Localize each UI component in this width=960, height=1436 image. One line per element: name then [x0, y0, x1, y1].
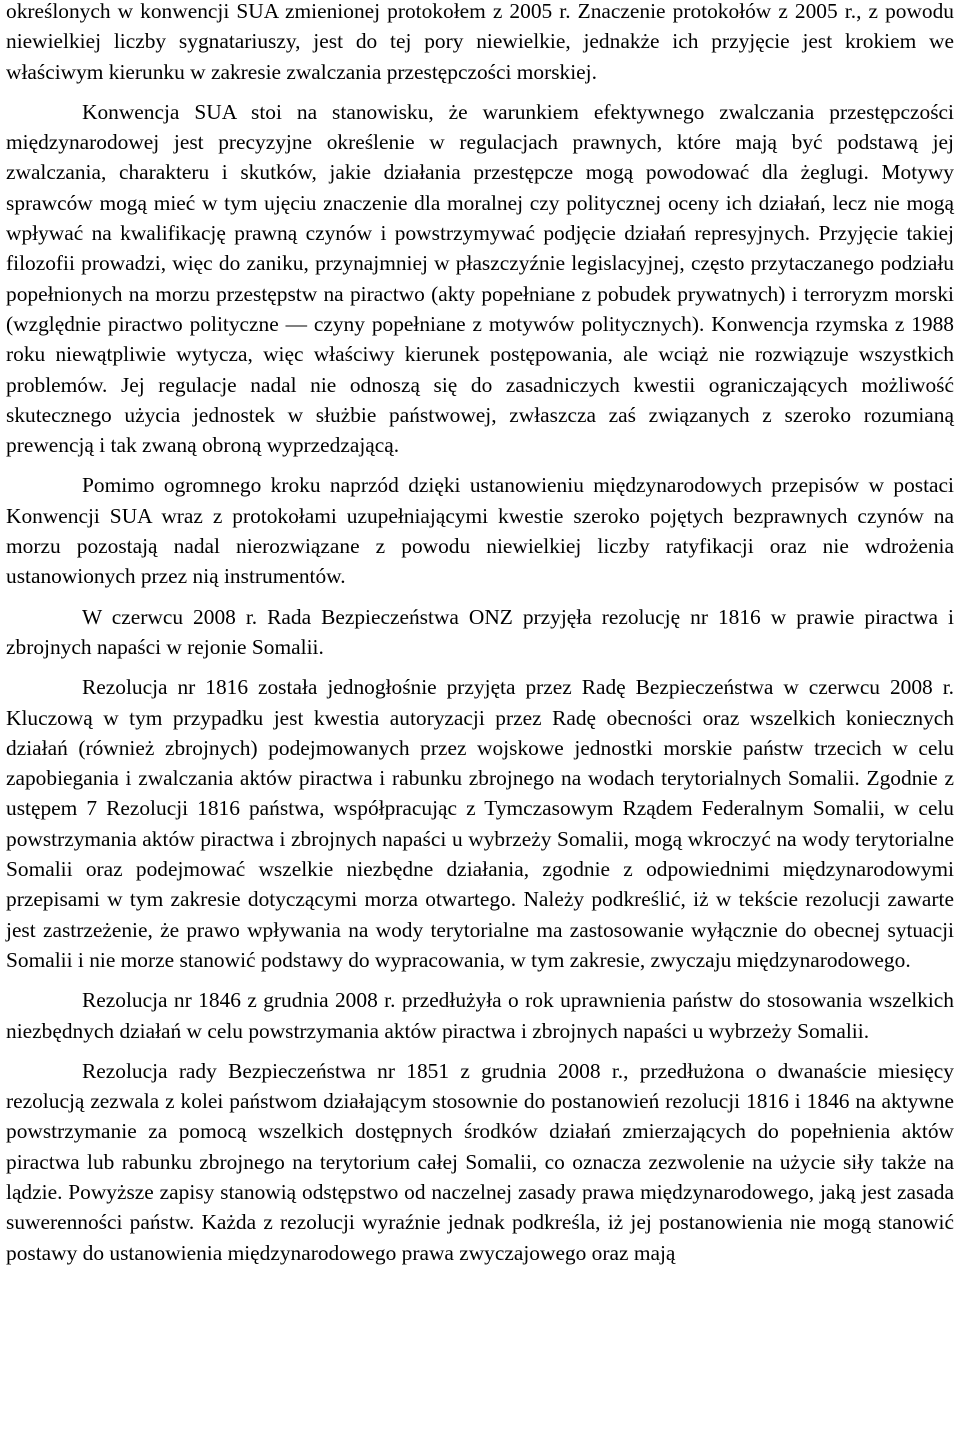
paragraph-resolution-1851: Rezolucja rady Bezpieczeństwa nr 1851 z grudnia 2008 r., przedłużona o dwanaście miesięcy rezolucją zezwala z kolei państwom działającym stosownie do postanowień rezolucji 1816 i 1846 na aktywne powstrzymanie za pomocą wszelkich dostępnych środków działań zmierzających do popełnienia aktów piractwa lub rabunku zbrojnego na terytorium całej Somalii, co oznacza zezwolenie na użycie siły także na lądzie. Powyższe zapisy stanowią odstępstwo od naczelnej zasady prawa międzynarodowego, jaką jest zasada suwerenności państw. Każda z rezolucji wyraźnie jednak podkreśla, iż jej postanowienia nie mogą stanowić postawy do ustanowienia międzynarodowego prawa zwyczajowego oraz mają [6, 1058, 954, 1265]
paragraph-resolution-1846: Rezolucja nr 1846 z grudnia 2008 r. przedłużyła o rok uprawnienia państw do stosowania wszelkich niezbędnych działań w celu powstrzymania aktów piractwa i zbrojnych napaści u wybrzeży Somalii. [6, 988, 954, 1043]
paragraph-continuation: określonych w konwencji SUA zmienionej protokołem z 2005 r. Znaczenie protokołów z 2005 r., z powodu niewielkiej liczby sygnatariuszy, jest do tej pory niewielkie, jednakże ich przyjęcie jest krokiem we właściwym kierunku w zakresie zwalczania przestępczości morskiej. [6, 0, 954, 84]
paragraph-sua-convention: Konwencja SUA stoi na stanowisku, że warunkiem efektywnego zwalczania przestępczości międzynarodowej jest precyzyjne określenie w regulacjach prawnych, które mają być podstawą jej zwalczania, charakteru i skutków, jakie działania przestępcze mogą powodować dla żeglugi. Motywy sprawców mogą mieć w tym ujęciu znaczenie dla moralnej czy politycznej oceny ich działań, lecz nie mogą wpływać na kwalifikację prawną czynów i powstrzymywać podjęcie działań represyjnych. Przyjęcie takiej filozofii prowadzi, więc do zaniku, przynajmniej w płaszczyźnie legislacyjnej, często przytaczanego podziału popełnionych na morzu przestępstw na piractwo (akty popełniane z pobudek prywatnych) i terroryzm morski (względnie piractwo polityczne — czyny popełniane z motywów politycznych). Konwencja rzymska z 1988 roku niewątpliwie wytycza, więc właściwy kierunek postępowania, ale wciąż nie rozwiązuje wszystkich problemów. Jej regulacje nadal nie odnoszą się do zasadniczych kwestii ograniczających możliwość skutecznego użycia jednostek w służbie państwowej, zwłaszcza zaś związanych z szeroko rozumianą prewencją i tak zwaną obroną wyprzedzającą. [6, 99, 954, 458]
paragraph-sua-protocols: Pomimo ogromnego kroku naprzód dzięki ustanowieniu międzynarodowych przepisów w postaci Konwencji SUA wraz z protokołami uzupełniającymi kwestie szeroko pojętych bezprawnych czynów na morzu pozostają nadal nierozwiązane z powodu niewielkiej liczby ratyfikacji oraz nie wdrożenia ustanowionych przez nią instrumentów. [6, 473, 954, 589]
paragraph-resolution-1816-intro: W czerwcu 2008 r. Rada Bezpieczeństwa ONZ przyjęła rezolucję nr 1816 w prawie piractwa i zbrojnych napaści w rejonie Somalii. [6, 604, 954, 659]
paragraph-resolution-1816: Rezolucja nr 1816 została jednogłośnie przyjęta przez Radę Bezpieczeństwa w czerwcu 2008 r. Kluczową w tym przypadku jest kwestia autoryzacji przez Radę obecności oraz wszelkich koniecznych działań (również zbrojnych) podejmowanych przez wojskowe jednostki morskie państw trzecich w celu zapobiegania i zwalczania aktów piractwa i rabunku zbrojnego na wodach terytorialnych Somalii. Zgodnie z ustępem 7 Rezolucji 1816 państwa, współpracując z Tymczasowym Rządem Federalnym Somalii, w celu powstrzymania aktów piractwa i zbrojnych napaści u wybrzeży Somalii, mogą wkroczyć na wody terytorialne Somalii oraz podejmować wszelkie niezbędne działania, zgodnie z odpowiednimi międzynarodowymi przepisami w tym zakresie dotyczącymi morza otwartego. Należy podkreślić, iż w tekście rezolucji zawarte jest zastrzeżenie, że prawo wpływania na wody terytorialne ma zastosowanie wyłącznie do obecnej sytuacji Somalii i nie morze stanowić podstawy do wypracowania, w tym zakresie, zwyczaju międzynarodowego. [6, 675, 954, 972]
